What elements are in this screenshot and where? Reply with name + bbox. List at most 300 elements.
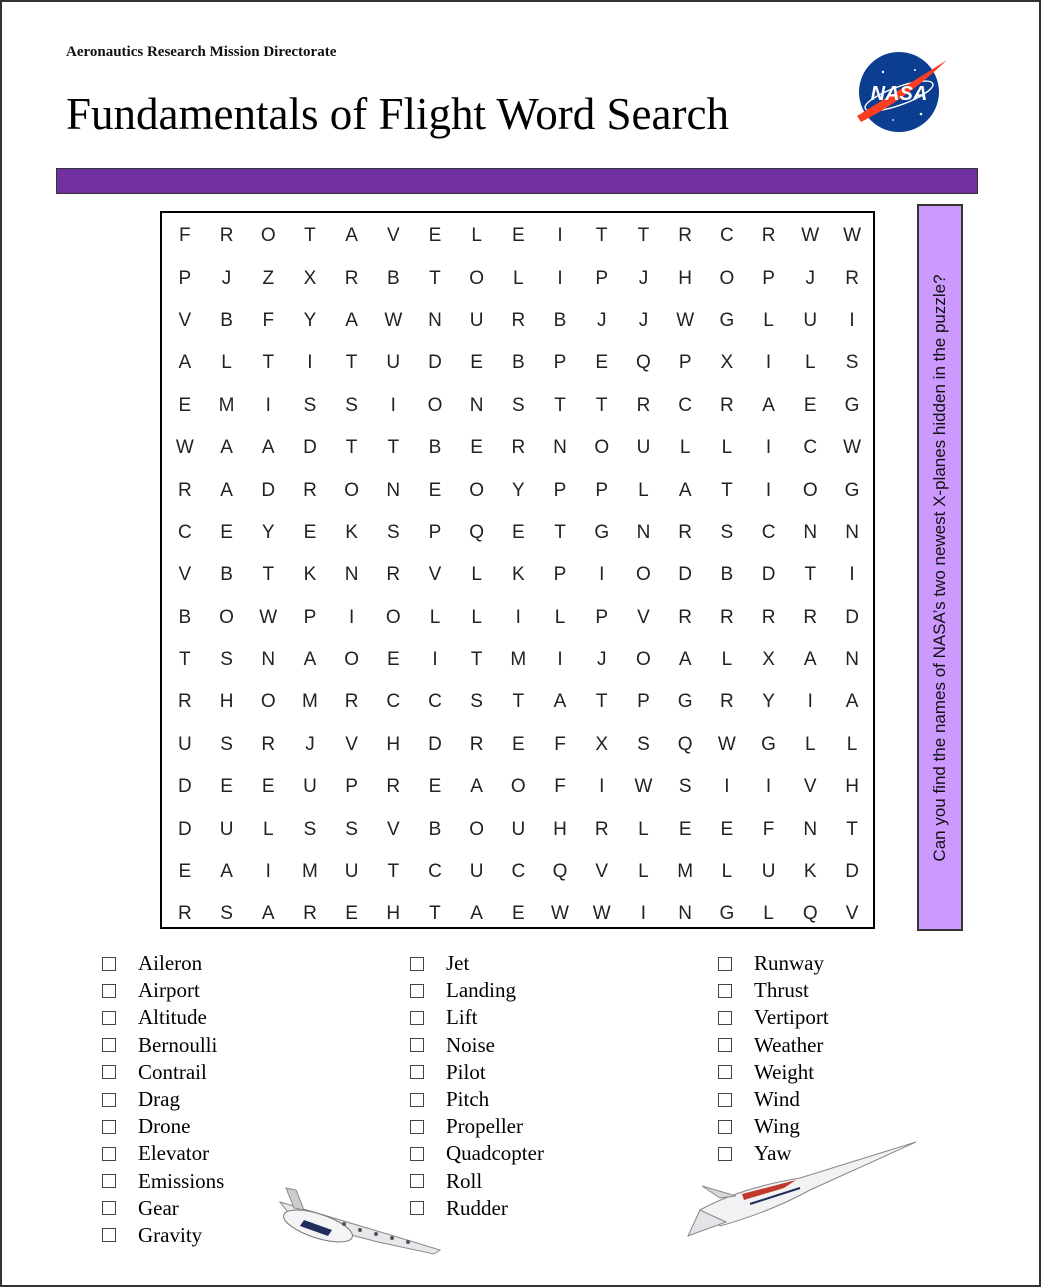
grid-letter: L (846, 733, 858, 755)
grid-letter: Y (303, 309, 317, 331)
word-label: Gravity (138, 1222, 203, 1247)
grid-letter: N (803, 521, 818, 543)
x-plane-prompt-box (917, 204, 963, 931)
grid-letter: V (386, 225, 400, 247)
checkbox[interactable] (410, 984, 424, 998)
grid-letter: W (592, 903, 611, 925)
grid-row (164, 893, 873, 935)
grid-letter: X (762, 649, 775, 671)
page-title: Fundamentals of Flight Word Search (66, 89, 729, 139)
grid-letter: Q (552, 861, 568, 883)
grid-letter: C (720, 225, 734, 247)
word-label: Aileron (138, 951, 203, 976)
grid-letter: O (510, 776, 526, 798)
grid-letter: O (469, 818, 485, 840)
checkbox[interactable] (102, 1065, 116, 1079)
grid-letter: Q (636, 352, 651, 374)
grid-letter: P (178, 267, 192, 289)
word-label: Drone (138, 1114, 191, 1139)
checkbox[interactable] (102, 1038, 116, 1052)
grid-letter: O (719, 267, 735, 289)
grid-letter: I (724, 776, 730, 798)
grid-letter: Z (262, 267, 275, 289)
grid-letter: L (262, 818, 274, 840)
grid-row (164, 427, 873, 469)
grid-letter: T (804, 564, 817, 586)
grid-letter: I (599, 776, 605, 798)
x-plane-prompt: Can you find the names of NASA’s two newest X-planes hidden in the puzzle? (930, 273, 949, 862)
grid-letter: J (805, 267, 815, 289)
grid-letter: O (469, 267, 485, 289)
grid-letter: U (177, 733, 192, 755)
checkbox[interactable] (718, 984, 732, 998)
grid-letter: U (386, 352, 401, 374)
grid-letter: E (511, 903, 525, 925)
grid-letter: C (511, 861, 526, 883)
grid-letter: S (678, 776, 692, 798)
grid-letter: E (803, 394, 817, 416)
word-label: Vertiport (754, 1005, 829, 1030)
grid-letter: R (386, 564, 401, 586)
grid-letter: R (720, 606, 734, 628)
checkbox[interactable] (102, 1228, 116, 1242)
grid-letter: B (386, 267, 400, 289)
grid-letter: K (803, 861, 817, 883)
grid-letter: U (803, 309, 818, 331)
word-list-item (408, 1059, 544, 1086)
grid-letter: E (220, 521, 233, 543)
grid-letter: P (428, 521, 442, 543)
word-list-item (716, 977, 829, 1004)
grid-letter: B (428, 437, 442, 459)
checkbox[interactable] (410, 1038, 424, 1052)
grid-letter: E (303, 521, 317, 543)
grid-letter: K (511, 564, 525, 586)
grid-letter: I (765, 352, 772, 374)
grid-letter: L (221, 352, 232, 374)
grid-letter: P (595, 479, 609, 501)
grid-letter: U (636, 437, 651, 459)
word-list-item (716, 1086, 829, 1113)
grid-letter: G (677, 691, 693, 713)
grid-letter: E (428, 225, 442, 247)
grid-letter: U (511, 818, 526, 840)
grid-letter: V (595, 861, 609, 883)
word-list-item (100, 977, 224, 1004)
grid-letter: D (177, 776, 192, 798)
word-list-item (716, 1059, 829, 1086)
grid-letter: T (345, 437, 358, 459)
grid-letter: B (553, 309, 567, 331)
grid-letter: C (761, 521, 776, 543)
grid-letter: P (345, 776, 358, 798)
grid-letter: N (845, 521, 859, 543)
grid-letter: P (553, 479, 567, 501)
grid-letter: T (429, 903, 441, 925)
word-list-item (716, 1004, 829, 1031)
grid-letter: E (511, 733, 525, 755)
word-label: Emissions (138, 1168, 225, 1193)
grid-letter: N (261, 649, 276, 671)
grid-letter: G (761, 733, 776, 755)
grid-letter: L (513, 267, 524, 289)
grid-letter: G (719, 903, 735, 925)
grid-letter: T (179, 649, 191, 671)
grid-letter: C (428, 691, 442, 713)
checkbox[interactable] (718, 957, 732, 971)
word-list-item (100, 1059, 224, 1086)
grid-letter: R (636, 394, 651, 416)
grid-letter: W (384, 309, 403, 331)
word-list-item (408, 1032, 544, 1059)
word-list-item (100, 1086, 224, 1113)
grid-letter: L (763, 903, 774, 925)
grid-letter: L (721, 649, 733, 671)
grid-letter: W (676, 309, 695, 331)
grid-letter: R (761, 606, 776, 628)
word-label: Contrail (138, 1059, 207, 1084)
word-list-item (100, 1222, 224, 1249)
grid-letter: L (471, 564, 482, 586)
grid-letter: B (220, 309, 233, 331)
grid-letter: X (303, 267, 317, 289)
grid-letter: S (220, 903, 233, 925)
grid-letter: F (179, 225, 191, 247)
grid-letter: V (345, 733, 358, 755)
grid-letter: A (678, 649, 692, 671)
grid-letter: I (390, 394, 396, 416)
grid-row (164, 300, 873, 342)
grid-letter: G (844, 394, 860, 416)
grid-letter: A (261, 903, 275, 925)
grid-letter: B (428, 818, 442, 840)
grid-letter: T (595, 394, 608, 416)
grid-letter: R (678, 606, 693, 628)
checkbox[interactable] (410, 1011, 424, 1025)
checkbox[interactable] (718, 1038, 732, 1052)
word-label: Noise (446, 1032, 495, 1057)
grid-letter: A (470, 776, 483, 798)
grid-letter: R (303, 479, 317, 501)
grid-letter: I (640, 903, 647, 925)
nasa-logo-text: NASA (870, 83, 928, 105)
grid-letter: T (345, 352, 358, 374)
checkbox[interactable] (410, 957, 424, 971)
grid-letter: L (804, 733, 816, 755)
grid-letter: K (345, 521, 358, 543)
grid-letter: Y (762, 691, 775, 713)
grid-letter: F (554, 776, 566, 798)
grid-letter: O (344, 479, 359, 501)
grid-letter: E (178, 861, 192, 883)
grid-letter: G (719, 309, 735, 331)
grid-letter: S (637, 733, 650, 755)
grid-letter: L (721, 437, 733, 459)
word-list-item (716, 950, 829, 977)
grid-row (164, 512, 873, 554)
grid-letter: M (302, 861, 318, 883)
grid-row (164, 808, 873, 850)
grid-letter: D (261, 479, 276, 501)
grid-letter: V (178, 564, 192, 586)
grid-letter: U (303, 776, 317, 798)
grid-letter: C (803, 437, 818, 459)
grid-letter: I (307, 352, 313, 374)
grid-letter: E (345, 903, 358, 925)
grid-letter: H (845, 776, 859, 798)
checkbox[interactable] (410, 1147, 424, 1161)
grid-row (164, 851, 873, 893)
grid-letter: H (219, 691, 234, 713)
checkbox[interactable] (410, 1120, 424, 1134)
grid-letter: E (470, 437, 483, 459)
checkbox[interactable] (102, 984, 116, 998)
grid-letter: I (599, 564, 605, 586)
word-label: Bernoulli (138, 1032, 218, 1057)
grid-letter: Q (677, 733, 693, 755)
grid-letter: L (471, 606, 482, 628)
grid-letter: O (636, 564, 651, 586)
grid-letter: G (844, 479, 860, 501)
grid-letter: J (596, 649, 607, 671)
header-bar (56, 168, 978, 194)
grid-letter: B (178, 606, 192, 628)
word-label: Airport (138, 978, 200, 1003)
grid-letter: N (803, 818, 818, 840)
checkbox[interactable] (102, 957, 116, 971)
grid-letter: L (804, 352, 816, 374)
grid-letter: P (637, 691, 650, 713)
grid-letter: V (178, 309, 192, 331)
grid-letter: J (638, 267, 649, 289)
grid-row (164, 766, 873, 808)
grid-letter: R (678, 521, 693, 543)
grid-letter: S (511, 394, 525, 416)
grid-letter: L (554, 606, 566, 628)
grid-letter: D (303, 437, 317, 459)
grid-letter: M (302, 691, 318, 713)
grid-letter: C (386, 691, 401, 713)
grid-letter: F (762, 818, 775, 840)
grid-letter: E (511, 521, 525, 543)
grid-letter: A (220, 479, 233, 501)
word-label: Wind (754, 1087, 800, 1112)
grid-letter: E (178, 394, 192, 416)
grid-letter: C (428, 861, 442, 883)
word-list-item (408, 1140, 544, 1167)
grid-letter: A (220, 437, 233, 459)
grid-letter: L (638, 818, 649, 840)
grid-letter: S (303, 394, 317, 416)
grid-letter: R (761, 225, 776, 247)
word-label: Drag (138, 1087, 180, 1112)
grid-letter: E (470, 352, 483, 374)
grid-letter: Q (469, 521, 485, 543)
grid-letter: D (428, 733, 442, 755)
grid-letter: E (720, 818, 734, 840)
grid-letter: T (387, 861, 400, 883)
word-label: Yaw (754, 1141, 792, 1166)
grid-letter: I (765, 437, 772, 459)
grid-row (164, 681, 873, 723)
grid-letter: I (765, 776, 772, 798)
grid-letter: I (849, 309, 855, 331)
checkbox[interactable] (718, 1065, 732, 1079)
grid-letter: O (385, 606, 401, 628)
grid-letter: I (432, 649, 438, 671)
word-label: Weight (754, 1059, 815, 1084)
grid-letter: V (386, 818, 400, 840)
electric-plane-image (274, 1180, 446, 1260)
grid-letter: O (260, 691, 276, 713)
grid-letter: D (678, 564, 693, 586)
grid-letter: T (637, 225, 650, 247)
grid-letter: S (345, 818, 358, 840)
grid-letter: S (386, 521, 400, 543)
checkbox[interactable] (718, 1120, 732, 1134)
grid-letter: H (553, 818, 567, 840)
word-list-item (100, 1113, 224, 1140)
grid-letter: D (845, 861, 859, 883)
grid-letter: G (594, 521, 610, 543)
grid-letter: U (761, 861, 776, 883)
grid-letter: E (386, 649, 400, 671)
checkbox[interactable] (102, 1093, 116, 1107)
grid-letter: L (429, 606, 441, 628)
checkbox[interactable] (102, 1174, 116, 1188)
grid-letter: O (427, 394, 443, 416)
grid-letter: R (678, 225, 693, 247)
grid-letter: I (557, 225, 563, 247)
grid-letter: D (761, 564, 776, 586)
grid-letter: I (807, 691, 813, 713)
grid-letter: P (553, 352, 567, 374)
grid-letter: R (344, 691, 359, 713)
grid-letter: T (595, 225, 608, 247)
grid-letter: I (557, 267, 563, 289)
grid-letter: I (348, 606, 355, 628)
word-label: Pilot (446, 1059, 486, 1084)
grid-letter: P (762, 267, 775, 289)
grid-letter: O (219, 606, 234, 628)
grid-letter: B (220, 564, 233, 586)
word-label: Runway (754, 951, 824, 976)
grid-letter: R (594, 818, 609, 840)
word-label: Rudder (446, 1195, 508, 1220)
word-label: Pitch (446, 1087, 490, 1112)
grid-letter: B (511, 352, 525, 374)
nasa-logo (853, 50, 949, 134)
word-list-item (100, 1140, 224, 1167)
grid-letter: A (303, 649, 317, 671)
grid-letter: T (429, 267, 441, 289)
grid-letter: P (553, 564, 567, 586)
grid-letter: E (678, 818, 692, 840)
grid-letter: E (511, 225, 525, 247)
grid-letter: I (557, 649, 563, 671)
grid-row (164, 469, 873, 511)
checkbox[interactable] (102, 1147, 116, 1161)
grid-row (164, 385, 873, 427)
grid-letter: M (677, 861, 694, 883)
grid-letter: Y (261, 521, 275, 543)
grid-letter: R (219, 225, 234, 247)
grid-letter: N (428, 309, 442, 331)
grid-letter: T (512, 691, 525, 713)
checkbox[interactable] (102, 1011, 116, 1025)
checkbox[interactable] (718, 1093, 732, 1107)
checkbox[interactable] (102, 1201, 116, 1215)
checkbox[interactable] (102, 1120, 116, 1134)
grid-letter: J (305, 733, 315, 755)
grid-letter: R (511, 437, 526, 459)
grid-letter: W (634, 776, 653, 798)
grid-letter: P (678, 352, 692, 374)
grid-letter: E (261, 776, 275, 798)
word-list-item (408, 950, 544, 977)
grid-letter: R (344, 267, 359, 289)
grid-letter: L (638, 479, 649, 501)
word-label: Elevator (138, 1141, 210, 1166)
grid-letter: N (469, 394, 484, 416)
checkbox[interactable] (718, 1011, 732, 1025)
grid-row (164, 724, 873, 766)
word-label: Roll (446, 1168, 483, 1193)
grid-letter: A (762, 394, 775, 416)
grid-letter: N (386, 479, 401, 501)
word-list-item (716, 1032, 829, 1059)
grid-letter: A (845, 691, 859, 713)
word-label: Quadcopter (446, 1141, 544, 1166)
word-list-item (408, 1113, 544, 1140)
grid-letter: W (259, 606, 278, 628)
checkbox[interactable] (410, 1093, 424, 1107)
grid-row (164, 342, 873, 384)
grid-letter: L (471, 225, 482, 247)
grid-letter: P (303, 606, 317, 628)
grid-letter: R (469, 733, 484, 755)
word-label: Gear (138, 1195, 179, 1220)
grid-letter: T (595, 691, 608, 713)
grid-letter: S (845, 352, 859, 374)
grid-letter: R (177, 479, 192, 501)
grid-letter: W (843, 225, 862, 247)
grid-letter: C (678, 394, 693, 416)
grid-letter: U (469, 309, 484, 331)
grid-row (164, 597, 873, 639)
grid-letter: O (344, 649, 359, 671)
grid-letter: R (511, 309, 526, 331)
grid-letter: L (721, 861, 733, 883)
grid-letter: L (763, 309, 774, 331)
grid-letter: B (720, 564, 734, 586)
grid-letter: R (261, 733, 276, 755)
supersonic-plane-image (680, 1138, 920, 1248)
grid-letter: N (678, 903, 693, 925)
directorate-label: Aeronautics Research Mission Directorate (66, 44, 337, 60)
word-list-item (100, 950, 224, 977)
grid-letter: A (178, 352, 192, 374)
grid-letter: T (470, 649, 483, 671)
grid-letter: T (262, 352, 275, 374)
checkbox[interactable] (410, 1065, 424, 1079)
grid-letter: U (219, 818, 234, 840)
grid-letter: Q (802, 903, 818, 925)
grid-letter: A (261, 437, 275, 459)
grid-letter: C (177, 521, 192, 543)
grid-letter: U (344, 861, 359, 883)
grid-letter: K (303, 564, 317, 586)
